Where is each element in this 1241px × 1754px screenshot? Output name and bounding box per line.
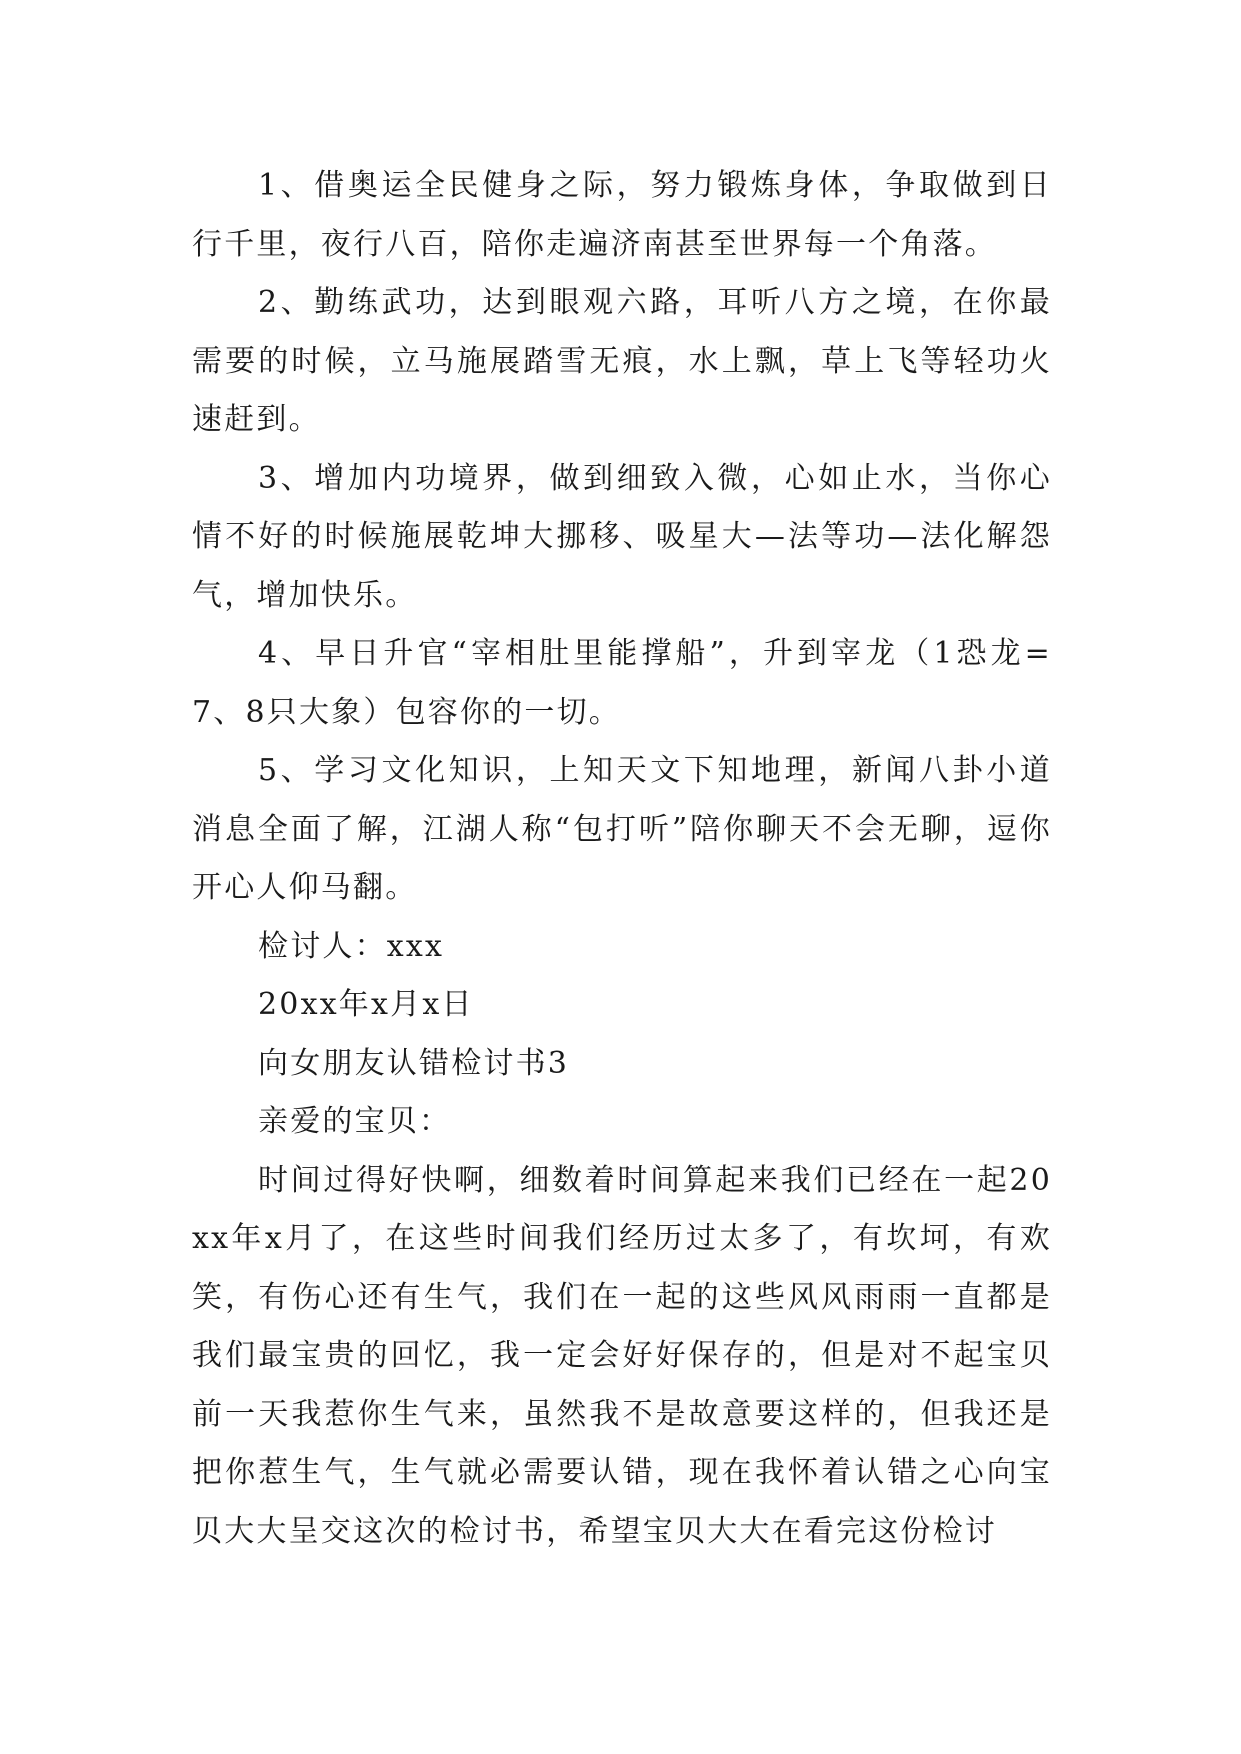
- paragraph-item-1: 1、借奥运全民健身之际，努力锻炼身体，争取做到日行千里，夜行八百，陪你走遍济南甚至世界每一个角落。: [192, 168, 1052, 262]
- section-title: 向女朋友认错检讨书3: [258, 1045, 570, 1081]
- paragraph-item-4: 4、早日升官“宰相肚里能撑船”，升到宰龙（1恐龙=7、8只大象）包容你的一切。: [192, 636, 1052, 730]
- letter-body: 时间过得好快啊，细数着时间算起来我们已经在一起20xx年x月了，在这些时间我们经历过太多了，有坎坷，有欢笑，有伤心还有生气，我们在一起的这些风风雨雨一直都是我们最宝贵的回忆，我一定会好好保存的，但是对不起宝贝前一天我惹你生气来，虽然我不是故意要这样的，但我还是把你惹生气，生气就必需要认错，现在我怀着认错之心向宝贝大大呈交这次的检讨书，希望宝贝大大在看完这份检讨: [192, 1162, 1052, 1549]
- paragraph-item-2: 2、勤练武功，达到眼观六路，耳听八方之境，在你最需要的时候，立马施展踏雪无痕，水上飘，草上飞等轻功火速赶到。: [192, 285, 1052, 437]
- reviewer-signature: 检讨人：xxx: [258, 928, 445, 964]
- salutation: 亲爱的宝贝：: [258, 1104, 452, 1139]
- signature-date: 20xx年x月x日: [258, 987, 474, 1022]
- paragraph-item-3: 3、增加内功境界，做到细致入微，心如止水，当你心情不好的时候施展乾坤大挪移、吸星大—法等功—法化解怨气，增加快乐。: [192, 460, 1052, 613]
- document-body: [192, 157, 1052, 1561]
- paragraph-item-5: 5、学习文化知识，上知天文下知地理，新闻八卦小道消息全面了解，江湖人称“包打听”陪你聊天不会无聊，逗你开心人仰马翻。: [192, 753, 1052, 905]
